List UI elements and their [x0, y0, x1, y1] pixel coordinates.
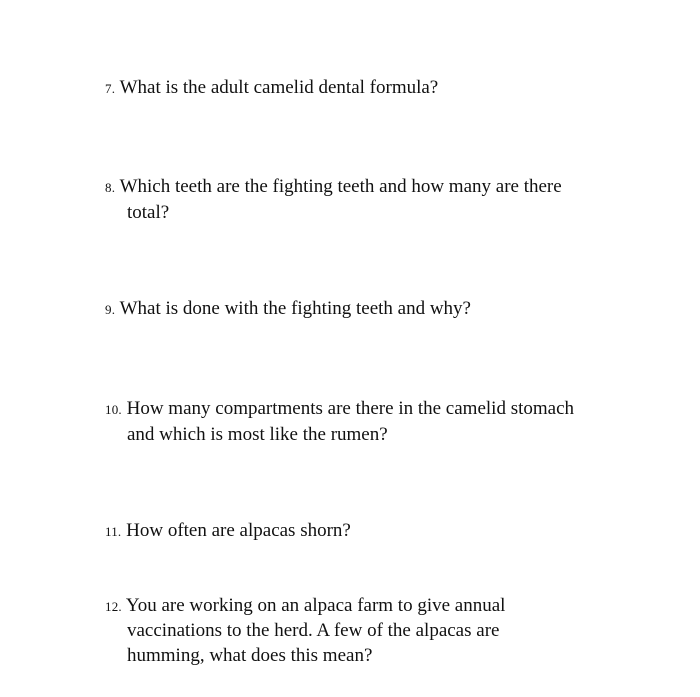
question-number: 10. [105, 402, 122, 417]
question-text-line: vaccinations to the herd. A few of the alpacas are [127, 620, 500, 641]
question-text-line: What is the adult camelid dental formula? [119, 77, 439, 98]
question-number: 9. [105, 302, 116, 317]
question-number: 11. [105, 524, 122, 539]
question-text-line: humming, what does this mean? [127, 645, 373, 666]
question-text-line: How many compartments are there in the camelid stomach [126, 398, 575, 419]
question-number: 7. [105, 81, 116, 96]
question-text-line: and which is most like the rumen? [127, 424, 388, 445]
question-text-line: Which teeth are the fighting teeth and how many are there [119, 176, 562, 197]
question-text-line: You are working on an alpaca farm to give annual [125, 595, 506, 616]
question-text-line: What is done with the fighting teeth and why? [119, 298, 471, 319]
question-text-line: total? [127, 202, 170, 223]
question-text-line: How often are alpacas shorn? [126, 520, 351, 541]
question-number: 12. [105, 599, 122, 614]
question-number: 8. [105, 180, 116, 195]
